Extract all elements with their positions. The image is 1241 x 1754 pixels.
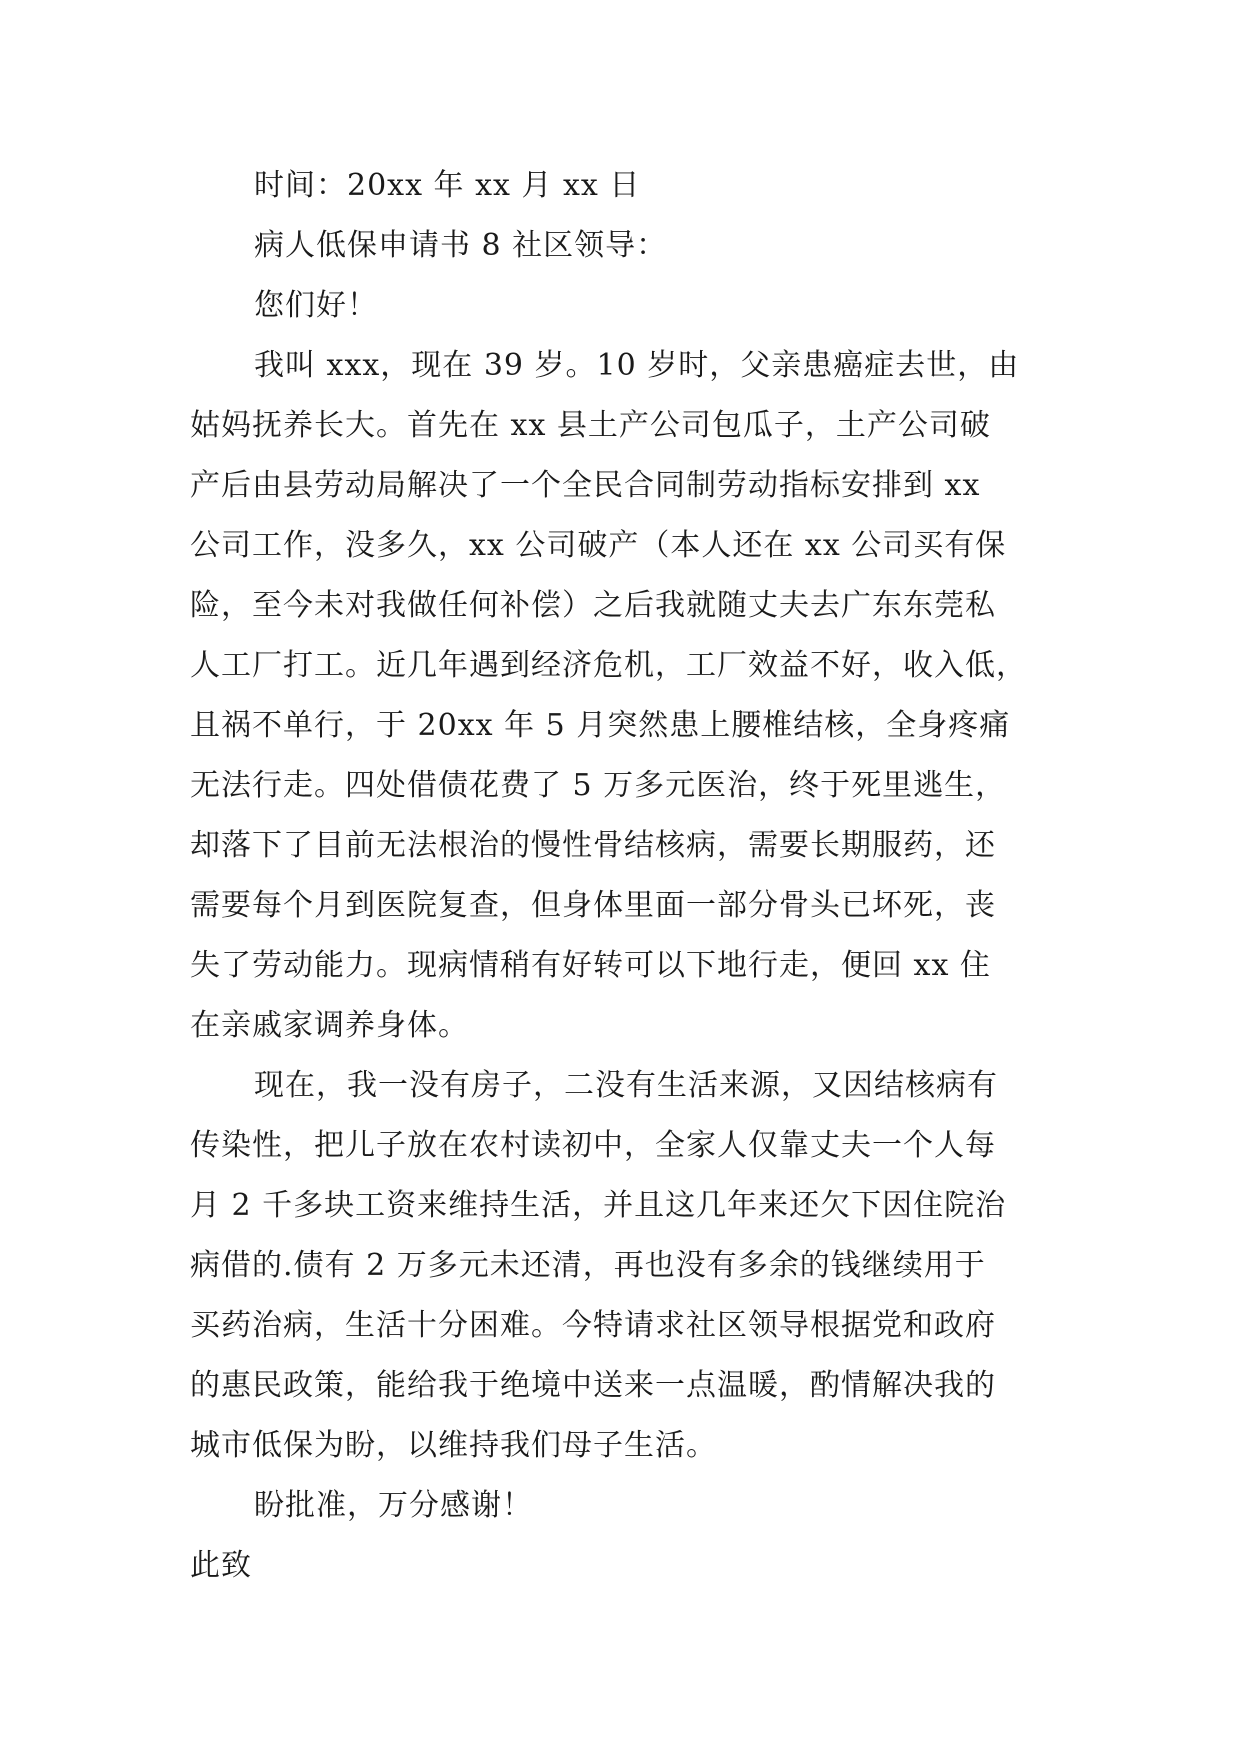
paragraph1-line: 却落下了目前无法根治的慢性骨结核病，需要长期服药，还 bbox=[190, 828, 996, 863]
paragraph2-line: 传染性，把儿子放在农村读初中，全家人仅靠丈夫一个人每 bbox=[190, 1128, 996, 1163]
paragraph2-line: 城市低保为盼，以维持我们母子生活。 bbox=[190, 1428, 717, 1463]
greeting-line: 您们好！ bbox=[254, 288, 378, 323]
paragraph1-line: 产后由县劳动局解决了一个全民合同制劳动指标安排到 xx bbox=[190, 468, 981, 503]
paragraph1-line: 人工厂打工。近几年遇到经济危机，工厂效益不好，收入低， bbox=[190, 648, 1027, 683]
paragraph2-line: 买药治病，生活十分困难。今特请求社区领导根据党和政府 bbox=[190, 1308, 996, 1343]
paragraph1-line: 在亲戚家调养身体。 bbox=[190, 1008, 469, 1043]
closing-line: 此致 bbox=[190, 1548, 252, 1583]
paragraph2-line: 月 2 千多块工资来维持生活，并且这几年来还欠下因住院治 bbox=[190, 1188, 1007, 1223]
paragraph1-line: 公司工作，没多久，xx 公司破产（本人还在 xx 公司买有保 bbox=[190, 528, 1007, 563]
paragraph1-line: 无法行走。四处借债花费了 5 万多元医治，终于死里逃生， bbox=[190, 768, 1007, 803]
paragraph1-line: 失了劳动能力。现病情稍有好转可以下地行走，便回 xx 住 bbox=[190, 948, 991, 983]
paragraph1-line: 姑妈抚养长大。首先在 xx 县土产公司包瓜子，土产公司破 bbox=[190, 408, 991, 443]
paragraph1-line: 我叫 xxx，现在 39 岁。10 岁时，父亲患癌症去世，由 bbox=[254, 348, 1020, 383]
thanks-line: 盼批准，万分感谢！ bbox=[254, 1488, 533, 1523]
paragraph2-line: 病借的.债有 2 万多元未还清，再也没有多余的钱继续用于 bbox=[190, 1248, 986, 1283]
paragraph2-line: 现在，我一没有房子，二没有生活来源，又因结核病有 bbox=[254, 1068, 998, 1103]
paragraph1-line: 需要每个月到医院复查，但身体里面一部分骨头已坏死，丧 bbox=[190, 888, 996, 923]
date-line: 时间：20xx 年 xx 月 xx 日 bbox=[254, 168, 641, 203]
paragraph2-line: 的惠民政策，能给我于绝境中送来一点温暖，酌情解决我的 bbox=[190, 1368, 996, 1403]
paragraph1-line: 险，至今未对我做任何补偿）之后我就随丈夫去广东东莞私 bbox=[190, 588, 996, 623]
salutation-line: 病人低保申请书 8 社区领导： bbox=[254, 228, 668, 263]
paragraph1-line: 且祸不单行，于 20xx 年 5 月突然患上腰椎结核，全身疼痛 bbox=[190, 708, 1011, 743]
